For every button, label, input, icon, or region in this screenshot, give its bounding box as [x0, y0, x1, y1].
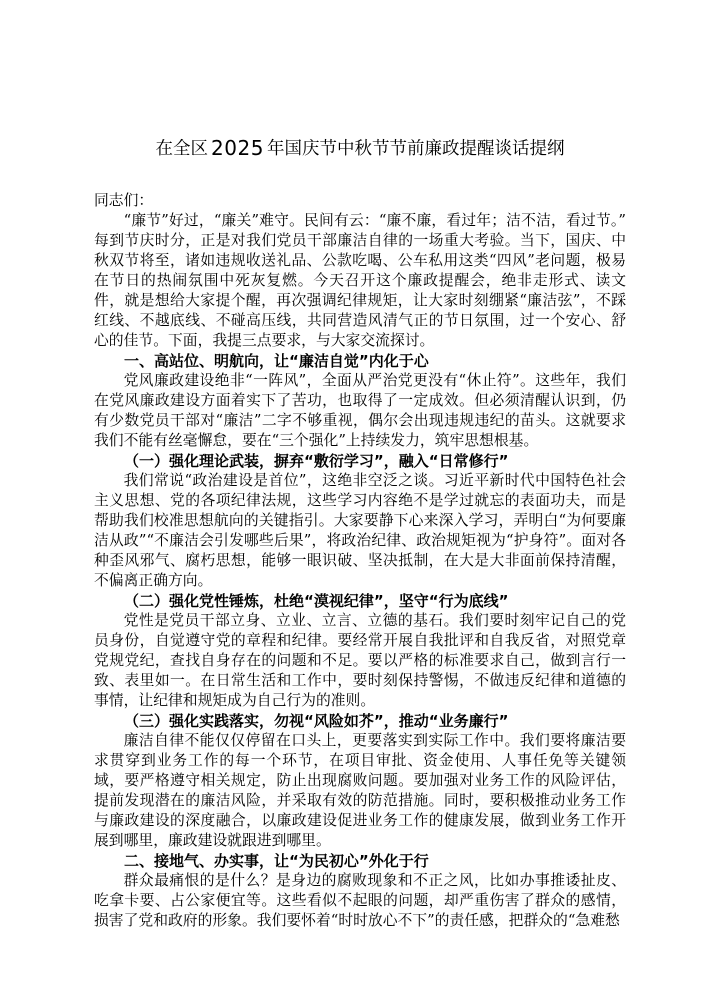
heading-section-1: 一、高站位、明航向，让“廉洁自觉”内化于心 — [124, 352, 429, 370]
document-body — [94, 191, 626, 931]
paragraph-opening: “廉节”好过，“廉关”难守。民间有云：“廉不廉，看过年；洁不洁，看过节。”每到节庆时分，正是对我们党员干部廉洁自律的一场重大考验。当下，国庆、中秋双节将至，诸如违规收送礼品、公款吃喝、公车私用这类“四风”老问题，极易在节日的热闹氛围中死灰复燃。今天召开这个廉政提醒会，绝非走形式、读文件，就是想给大家提个醒，再次强调纪律规矩，让大家时刻绷紧“廉洁弦”，不踩红线、不越底线、不碰高压线，共同营造风清气正的节日氛围，过一个安心、舒心的佳节。下面，我提三点要求，与大家交流探讨。 — [94, 212, 626, 349]
document-title-suffix: 年国庆节中秋节节前廉政提醒谈话提纲 — [266, 139, 565, 159]
salutation: 同志们： — [94, 192, 154, 209]
paragraph-section-2-intro: 群众最痛恨的是什么？是身边的腐败现象和不正之风，比如办事推诿扯皮、吃拿卡要、占公家便宜等。这些看似不起眼的问题，却严重伤害了群众的感情，损害了党和政府的形象。我们要怀着“时时放心不下”的责任感，把群众的“急难愁 — [94, 872, 626, 929]
paragraph-subsection-1-1: 我们常说“政治建设是首位”，这绝非空泛之谈。习近平新时代中国特色社会主义思想、党的各项纪律法规，这些学习内容绝不是学过就忘的表面功夫，而是帮助我们校准思想航向的关键指引。大家要静下心来深入学习，弄明白“为何要廉洁从政”“不廉洁会引发哪些后果”，将政治纪律、政治规矩视为“护身符”。面对各种歪风邪气、腐朽思想，能够一眼识破、坚决抵制，在大是大非面前保持清醒，不偏离正确方向。 — [94, 472, 626, 589]
paragraph-section-1-intro: 党风廉政建设绝非“一阵风”，全面从严治党更没有“休止符”。这些年，我们在党风廉政建设方面着实下了苦功，也取得了一定成效。但必须清醒认识到，仍有少数党员干部对“廉洁”二字不够重视，偶尔会出现违规违纪的苗头。这就要求我们不能有丝毫懈怠，要在“三个强化”上持续发力，筑牢思想根基。 — [94, 372, 626, 449]
heading-subsection-1-2: （二）强化党性锤炼，杜绝“漠视纪律”，坚守“行为底线” — [124, 592, 509, 610]
paragraph-subsection-1-2: 党性是党员干部立身、立业、立言、立德的基石。我们要时刻牢记自己的党员身份，自觉遵守党的章程和纪律。要经常开展自我批评和自我反省，对照党章党规党纪，查找自身存在的问题和不足。要以严格的标准要求自己，做到言行一致、表里如一。在日常生活和工作中，要时刻保持警惕，不做违反纪律和道德的事情，让纪律和规矩成为自己行为的准则。 — [94, 612, 626, 709]
heading-subsection-1-3: （三）强化实践落实，勿视“风险如芥”，推动“业务廉行” — [124, 712, 509, 730]
document-title-prefix: 在全区 — [155, 139, 209, 159]
paragraph-subsection-1-3: 廉洁自律不能仅仅停留在口头上，更要落实到实际工作中。我们要将廉洁要求贯穿到业务工作的每一个环节，在项目审批、资金使用、人事任免等关键领域，要严格遵守相关规定，防止出现腐败问题。要加强对业务工作的风险评估，提前发现潜在的廉洁风险，并采取有效的防范措施。同时，要积极推动业务工作与廉政建设的深度融合，以廉政建设促进业务工作的健康发展，做到业务工作开展到哪里，廉政建设就跟进到哪里。 — [94, 732, 626, 849]
heading-subsection-1-1: （一）强化理论武装，摒弃“敷衍学习”，融入“日常修行” — [124, 452, 509, 470]
document-title — [94, 136, 626, 162]
heading-section-2: 二、接地气、办实事，让“为民初心”外化于行 — [124, 852, 429, 870]
document-title-year: 2025 — [211, 136, 264, 160]
